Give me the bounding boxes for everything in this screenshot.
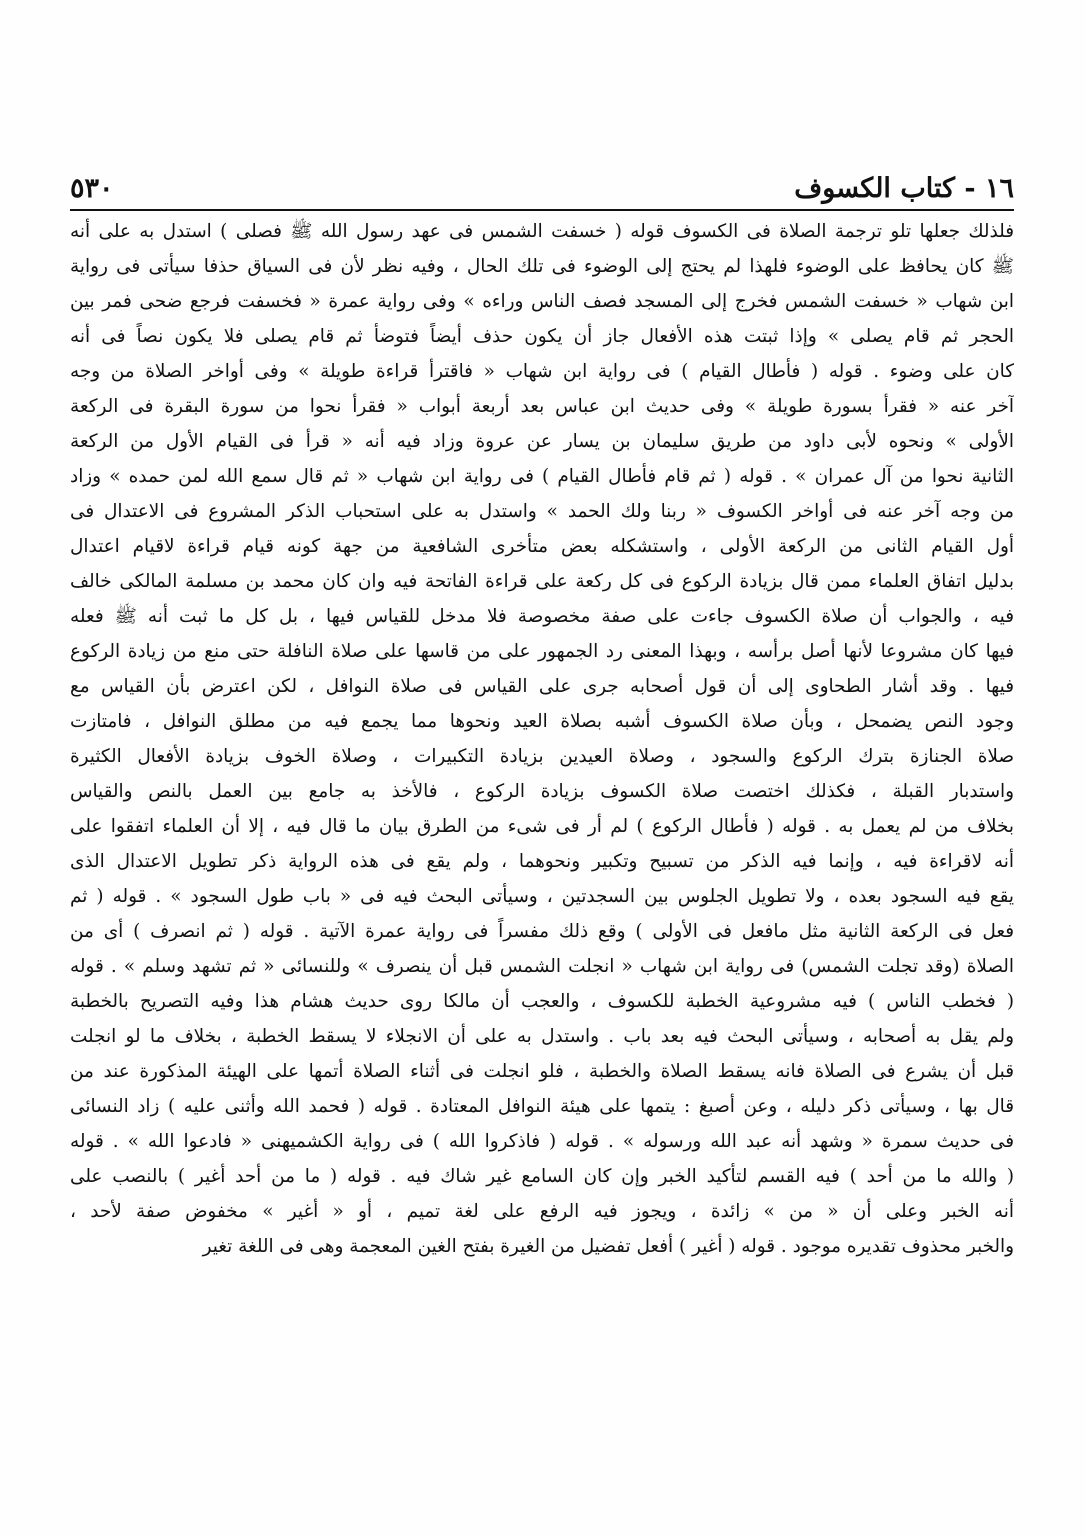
text-line: فلذلك جعلها تلو ترجمة الصلاة فى الكسوف قوله ( خسفت الشمس فى عهد رسول الله ﷺ فصلى ) استدل به على أنه — [70, 221, 1014, 242]
text-line: ولم يقل به أصحابه ، وسيأتى البحث فيه بعد باب . واستدل به على أن الانجلاء لا يسقط الخطبة ، بخلاف ما لو انجلت — [70, 1026, 1014, 1047]
page-header — [70, 148, 1014, 204]
text-line: فيها كان مشروعا لأنها أصل برأسه ، وبهذا المعنى رد الجمهور على من قاسها على صلاة النافلة حتى منع من زيادة الركوع — [70, 641, 1014, 662]
chapter-title: ١٦ - كتاب الكسوف — [794, 173, 1014, 204]
body-text — [70, 214, 1014, 1264]
text-line: أول القيام الثانى من الركعة الأولى ، واستشكله بعض متأخرى الشافعية من جهة كونه قيام قراءة لاقيام اعتدال — [70, 536, 1014, 557]
text-line: فيها . وقد أشار الطحاوى إلى أن قول أصحابه جرى على القياس فى صلاة النوافل ، لكن اعترض بأن القياس مع — [70, 676, 1014, 697]
text-line: فعل فى الركعة الثانية مثل مافعل فى الأولى ) وقع ذلك مفسراً فى رواية عمرة الآتية . قوله ( ثم انصرف ) أى من — [70, 921, 1014, 942]
text-line: الثانية نحوا من آل عمران » . قوله ( ثم قام فأطال القيام ) فى رواية ابن شهاب « ثم قال سمع الله لمن حمده » وزاد — [70, 466, 1014, 487]
text-line: بدليل اتفاق العلماء ممن قال بزيادة الركوع فى كل ركعة على قراءة الفاتحة فيه وان كان محمد بن مسلمة المالكى خالف — [70, 571, 1014, 592]
text-line: أنه لاقراءة فيه ، وإنما فيه الذكر من تسبيح وتكبير ونحوهما ، ولم يقع فى هذه الرواية ذكر تطويل الاعتدال الذى — [70, 851, 1014, 872]
text-line: والخبر محذوف تقديره موجود . قوله ( أغير ) أفعل تفضيل من الغيرة بفتح الغين المعجمة وهى فى اللغة تغير — [202, 1236, 1014, 1257]
text-line: أنه الخبر وعلى أن « من » زائدة ، ويجوز فيه الرفع على لغة تميم ، أو « أغير » مخفوض صفة لأحد ، — [70, 1201, 1014, 1222]
text-line: فى حديث سمرة « وشهد أنه عبد الله ورسوله » . قوله ( فاذكروا الله ) فى رواية الكشميهنى « فادعوا الله » . قوله — [70, 1131, 1014, 1152]
text-line: الحجر ثم قام يصلى » وإذا ثبتت هذه الأفعال جاز أن يكون حذف أيضاً فتوضأ ثم قام يصلى فلا يكون نصاً فى أنه — [70, 326, 1014, 347]
text-line: من وجه آخر عنه فى أواخر الكسوف « ربنا ولك الحمد » واستدل به على استحباب الذكر المشروع فى الاعتدال فى — [70, 501, 1014, 522]
text-line: يقع فيه السجود بعده ، ولا تطويل الجلوس بين السجدتين ، وسيأتى البحث فيه فى « باب طول السجود » . قوله ( ثم — [70, 886, 1014, 907]
text-line: آخر عنه « فقرأ بسورة طويلة » وفى حديث ابن عباس بعد أربعة أبواب « فقرأ نحوا من سورة البقرة فى الركعة — [70, 396, 1014, 417]
text-line: الأولى » ونحوه لأبى داود من طريق سليمان بن يسار عن عروة وزاد فيه أنه « قرأ فى القيام الأول من الركعة — [70, 431, 1014, 452]
text-line: صلاة الجنازة بترك الركوع والسجود ، وصلاة العيدين بزيادة التكبيرات ، وصلاة الخوف بزيادة الأفعال الكثيرة — [70, 746, 1014, 767]
text-line: ﷺ كان يحافظ على الوضوء فلهذا لم يحتج إلى الوضوء فى تلك الحال ، وفيه نظر لأن فى السياق حذفا سيأتى فى رواية — [70, 256, 1014, 277]
header-divider — [70, 209, 1014, 211]
text-line: وجود النص يضمحل ، وبأن صلاة الكسوف أشبه بصلاة العيد ونحوها مما يجمع فيه من مطلق النوافل ، فامتازت — [70, 711, 1014, 732]
text-line: قال بها ، وسيأتى ذكر دليله ، وعن أصبغ : يتمها على هيئة النوافل المعتادة . قوله ( فحمد الله وأثنى عليه ) زاد النسائى — [70, 1096, 1014, 1117]
text-line: واستدبار القبلة ، فكذلك اختصت صلاة الكسوف بزيادة الركوع ، فالأخذ به جامع بين العمل بالنص والقياس — [70, 781, 1014, 802]
text-line: قبل أن يشرع فى الصلاة فانه يسقط الصلاة والخطبة ، فلو انجلت فى أثناء الصلاة أتمها على الهيئة المذكورة عند من — [70, 1061, 1014, 1082]
text-line: كان على وضوء . قوله ( فأطال القيام ) فى رواية ابن شهاب « فاقترأ قراءة طويلة » وفى أواخر الصلاة من وجه — [70, 361, 1014, 382]
text-line: فيه ، والجواب أن صلاة الكسوف جاءت على صفة مخصوصة فلا مدخل للقياس فيها ، بل كل ما ثبت أنه ﷺ فعله — [70, 606, 1014, 627]
text-line: بخلاف من لم يعمل به . قوله ( فأطال الركوع ) لم أر فى شىء من الطرق بيان ما قال فيه ، إلا أن العلماء اتفقوا على — [70, 816, 1014, 837]
text-line: ابن شهاب « خسفت الشمس فخرج إلى المسجد فصف الناس وراءه » وفى رواية عمرة « فخسفت فرجع ضحى فمر بين — [70, 291, 1014, 312]
text-line: ( فخطب الناس ) فيه مشروعية الخطبة للكسوف ، والعجب أن مالكا روى حديث هشام هذا وفيه التصريح بالخطبة — [70, 991, 1014, 1012]
page-number: ٥٣٠ — [70, 173, 114, 204]
text-line: الصلاة (وقد تجلت الشمس) فى رواية ابن شهاب « انجلت الشمس قبل أن ينصرف » وللنسائى « ثم تشهد وسلم » . قوله — [70, 956, 1014, 977]
text-line: ( والله ما من أحد ) فيه القسم لتأكيد الخبر وإن كان السامع غير شاك فيه . قوله ( ما من أحد أغير ) بالنصب على — [70, 1166, 1014, 1187]
